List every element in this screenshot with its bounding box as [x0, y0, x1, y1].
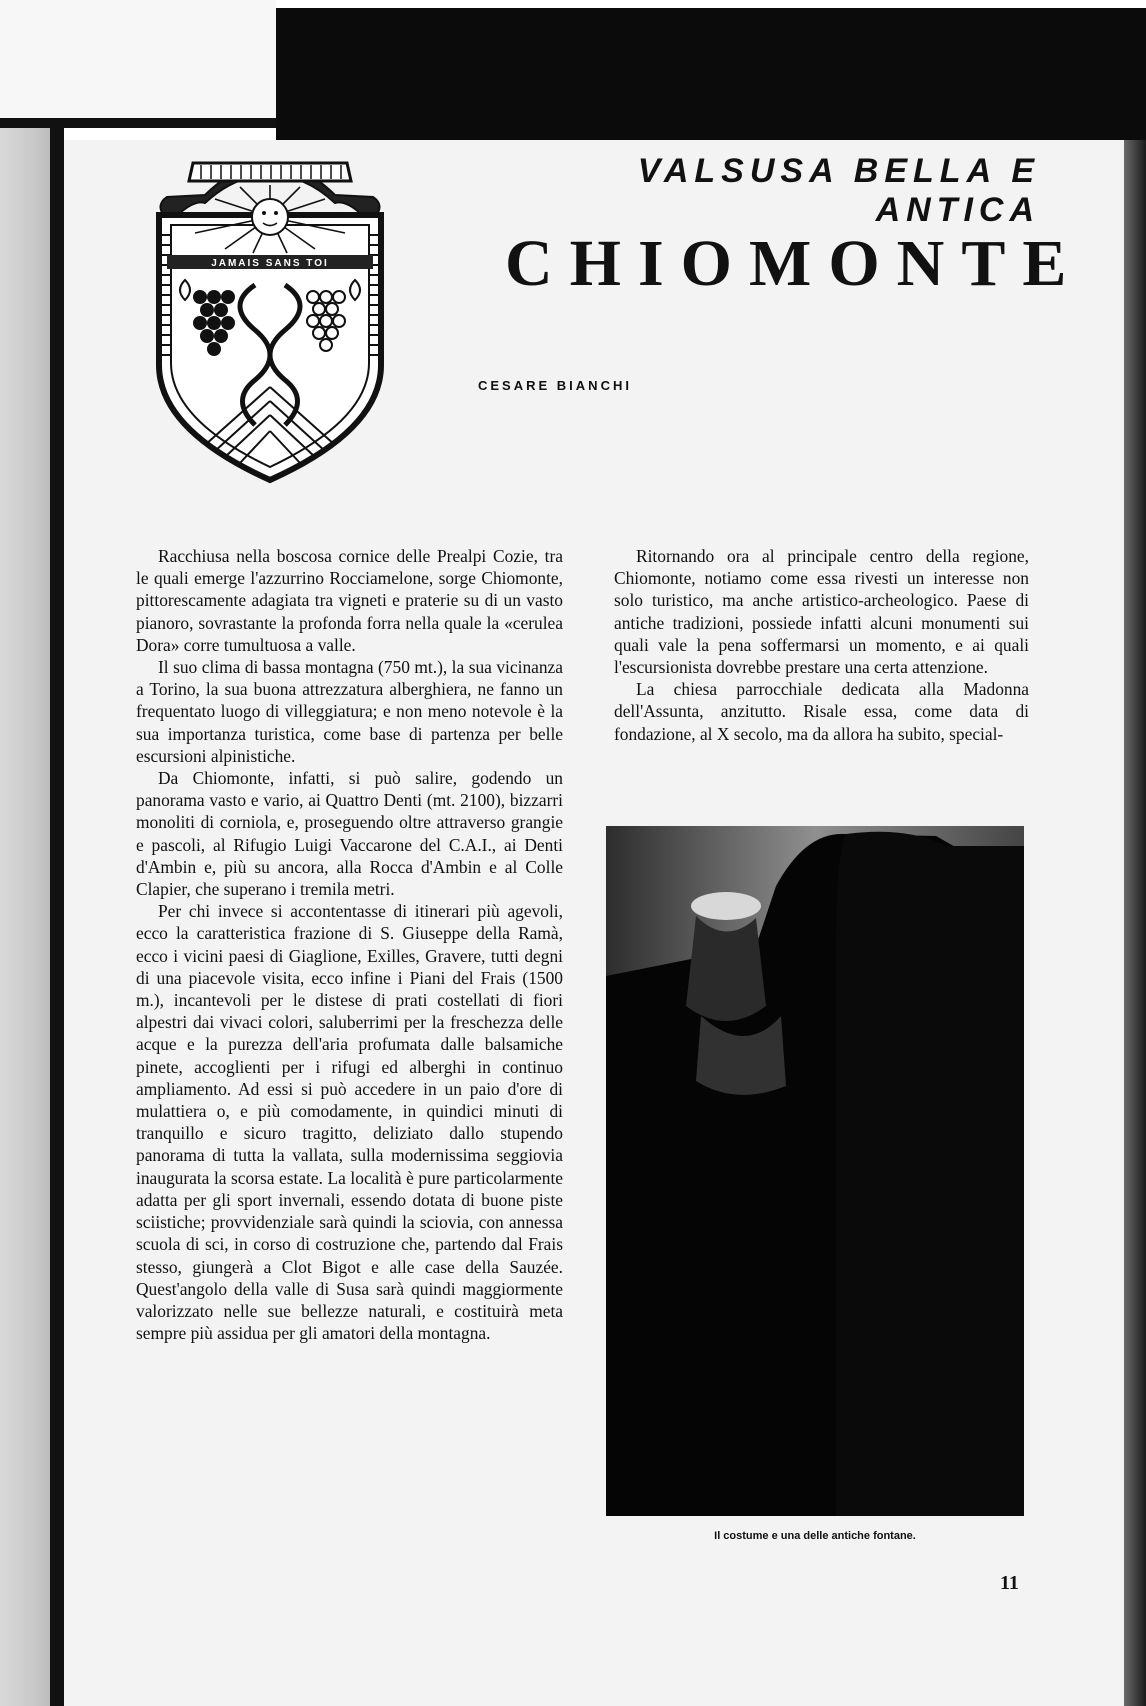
page-number: 11	[1000, 1572, 1019, 1594]
article-column-right	[614, 545, 1029, 745]
scan-margin-top-left	[0, 0, 276, 125]
article-column-left	[136, 545, 563, 1344]
crest-motto: JAMAIS SANS TOI	[211, 258, 329, 269]
article-photo	[606, 826, 1024, 1516]
scan-top-rule	[0, 118, 276, 128]
paragraph: Per chi invece si accontentasse di itinerari più agevoli, ecco la caratteristica frazione di S. Giuseppe della Ramà, ecco i vicini paesi di Giaglione, Exilles, Gravere, tutti degni di una piacevole visita, ecco infine i Piani del Frais (1500 m.), incantevoli per le distese di prati costellati di fiori alpestri dai vivaci colori, saluberrimi per la freschezza delle acque e la purezza dell'aria profumata dalle balsamiche pinete, accoglienti per i rifugi ed alberghi in continuo ampliamento. Ad essi si può accedere in un paio d'ore di mulattiera o, e più comodamente, in quindici minuti di tranquillo e sicuro tragitto, deliziato dallo stupendo panorama di tutta la vallata, sulla modernissima seggiovia inaugurata la scorsa estate. La località è pure particolarmente adatta per gli sport invernali, essendo dotata di buone piste sciistiche; provvidenziale sarà quindi la sciovia, con annessa scuola di sci, in corso di costruzione che, partendo dal Frais stesso, giungerà a Clot Bigot e alle case della Sauzée. Quest'angolo della valle di Susa sarà quindi maggiormente valorizzato nelle sue bellezze naturali, e costituirà meta sempre più assidua per gli amatori della montagna.	[136, 901, 563, 1344]
photo-image-icon	[606, 826, 1024, 1516]
paragraph: Il suo clima di bassa montagna (750 mt.), la sua vicinanza a Torino, la sua buona attrezzatura alberghiera, ne fanno un frequentato luogo di villeggiatura; e non meno notevole è la sua importanza turistica, come base di partenza per belle escursioni alpinistiche.	[136, 657, 563, 766]
paragraph: La chiesa parrocchiale dedicata alla Madonna dell'Assunta, anzitutto. Risale essa, come data di fondazione, al X secolo, ma da allora ha subito, special-	[614, 679, 1029, 744]
coat-of-arms-icon	[145, 155, 395, 485]
page-title: CHIOMONTE	[505, 227, 1084, 300]
section-kicker: VALSUSA BELLA E ANTICA	[637, 152, 1040, 229]
scan-left-rule	[50, 125, 64, 1706]
author-byline: CESARE BIANCHI	[478, 378, 632, 393]
paragraph: Da Chiomonte, infatti, si può salire, godendo un panorama vasto e vario, ai Quattro Denti (mt. 2100), bizzarri monoliti di corniola, e, proseguendo oltre attraverso grangie e pascoli, al Rifugio Luigi Vaccarone del C.A.I., ai Denti d'Ambin e, più su ancora, alla Rocca d'Ambin e al Colle Clapier, che superano i tremila metri.	[136, 768, 563, 900]
paragraph: Ritornando ora al principale centro della regione, Chiomonte, notiamo come essa rivesti un interesse non solo turistico, ma anche artistico-archeologico. Paese di antiche tradizioni, possiede infatti alcuni monumenti sui quali vale la pena soffermarsi un momento, e ai quali l'escursionista dovrebbe prestare una certa attenzione.	[614, 546, 1029, 678]
photo-caption: Il costume e una delle antiche fontane.	[714, 1530, 916, 1542]
scan-margin-right	[1124, 140, 1146, 1706]
paragraph: Racchiusa nella boscosa cornice delle Prealpi Cozie, tra le quali emerge l'azzurrino Rocciamelone, sorge Chiomonte, pittorescamente adagiata tra vigneti e praterie su di un vasto pianoro, sovrastante la profonda forra nella quale la «cerulea Dora» corre tumultuosa a valle.	[136, 546, 563, 655]
scan-margin-top-dark	[276, 8, 1146, 148]
